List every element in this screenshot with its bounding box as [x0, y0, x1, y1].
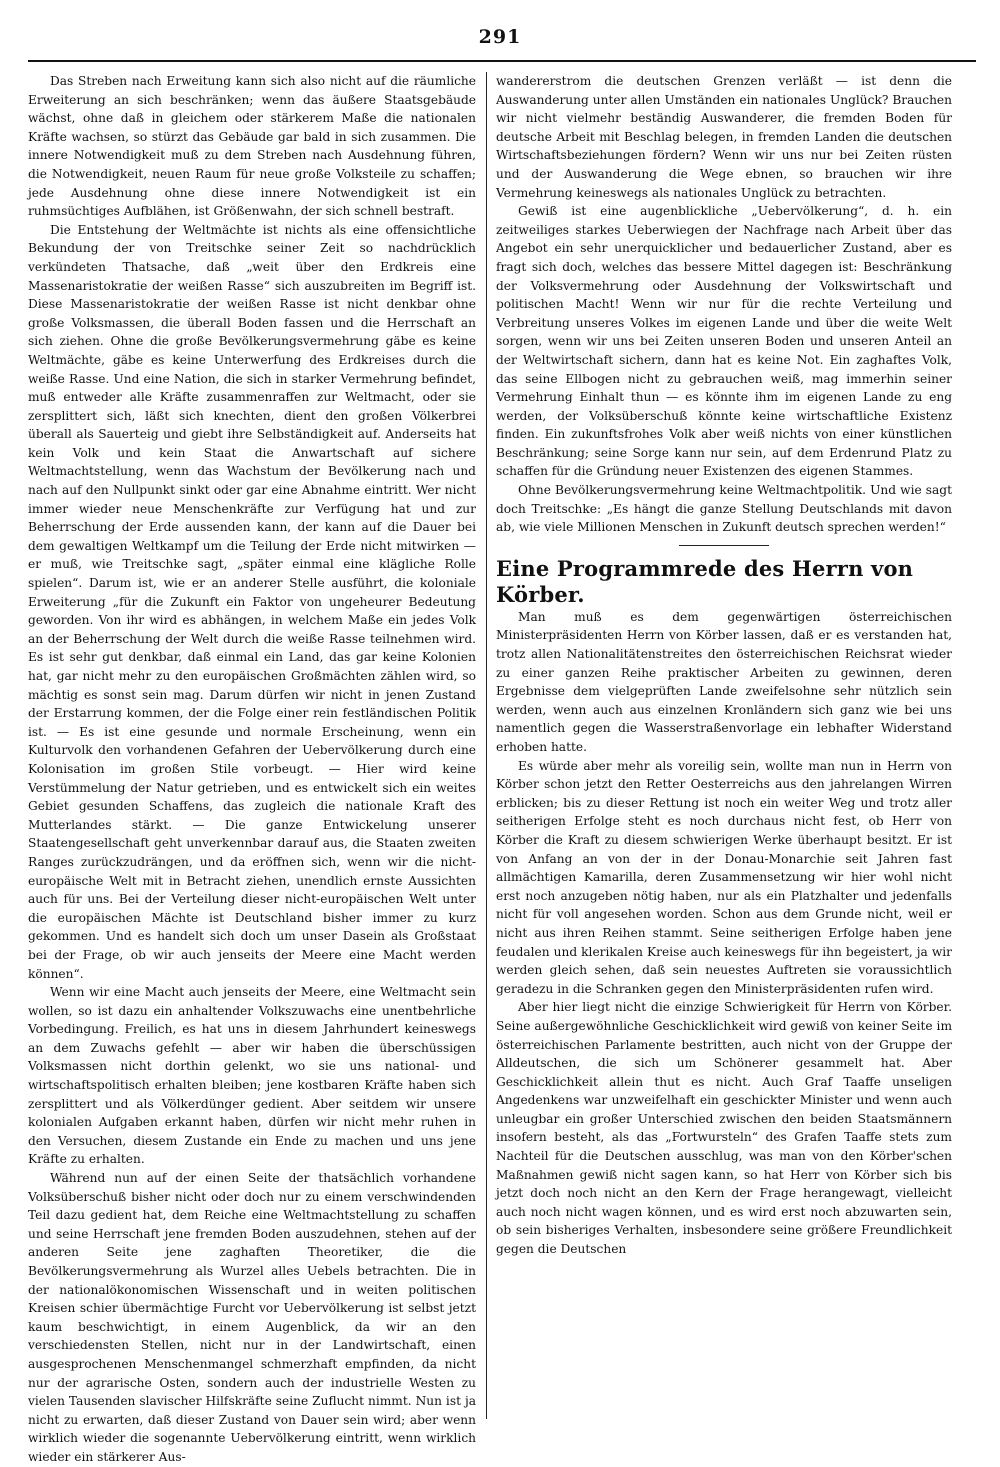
column-divider	[486, 72, 487, 1419]
article-separator	[679, 545, 769, 546]
right-column	[496, 72, 952, 1419]
left-column	[28, 72, 476, 1464]
continued-paragraph: wandererstrom die deutschen Grenzen verläßt — ist denn die Auswanderung unter allen Umständen ein nationales Unglück? Brauchen wir nicht vielmehr beständig Auswanderer, die fremden Boden für deutsche Arbeit mit Beschlag belegen, in fremden Landen die deutschen Wirtschaftsbeziehungen fördern? Wenn wir uns nur bei Zeiten rüsten und der Auswanderung die Wege ebnen, so brauchen wir ihre Vermehrung keineswegs als nationales Unglück zu betrachten.	[496, 74, 952, 200]
paragraph: Das Streben nach Erweitung kann sich also nicht auf die räumliche Erweiterung an sich beschränken; wenn das äußere Staatsgebäude wächst, ohne daß in gleichem oder stärkerem Maße die nationalen Kräfte wachsen, so stürzt das Gebäude gar bald in sich zusammen. Die innere Notwendigkeit muß zu dem Streben nach Ausdehnung führen, die Notwendigkeit, neuen Raum für neue große Volksteile zu schaffen; jede Ausdehnung ohne diese innere Notwendigkeit ist ein ruhmsüchtiges Aufblähen, ist Größenwahn, der sich schnell bestraft.	[28, 74, 476, 219]
paragraph: Man muß es dem gegenwärtigen österreichischen Ministerpräsidenten Herrn von Körber lassen, daß er es verstanden hat, trotz allen Nationalitätenstreites den österreichischen Reichsrat wieder zu einer ganzen Reihe praktischer Arbeiten zu gewinnen, deren Ergebnisse dem vielgeprüften Lande zweifelsohne sehr nützlich sein werden, wenn auch aus einzelnen Kronländern sich ganz wie bei uns namentlich gegen die Wasserstraßenvorlage ein lebhafter Widerstand erhoben hatte.	[496, 609, 952, 754]
paragraph: Es würde aber mehr als voreilig sein, wollte man nun in Herrn von Körber schon jetzt den Retter Oesterreichs aus den jahrelangen Wirren erblicken; bis zu dieser Rettung ist noch ein weiter Weg und trotz aller seitherigen Erfolge steht es noch durchaus nicht fest, ob Herr von Körber die Kraft zu diesem schwierigen Werke überhaupt besitzt. Er ist von Anfang an von der in der Donau-Monarchie seit Jahren fast allmächtigen Kamarilla, deren Zusammensetzung wir hier wohl nicht erst noch anzugeben nötig haben, nur als ein Platzhalter und jedenfalls nicht für voll angesehen worden. Schon aus dem Grunde nicht, weil er nicht aus ihren Reihen stammt. Seine seitherigen Erfolge haben jene feudalen und klerikalen Kreise auch keineswegs für ihn begeistert, ja wir werden gleich sehen, daß sein neuestes Auftreten sie voraussichtlich geradezu in die Schranken gegen den Ministerpräsidenten rufen wird.	[496, 758, 952, 996]
article-heading: Eine Programmrede des Herrn von Körber.	[496, 555, 914, 607]
paragraph: Wenn wir eine Macht auch jenseits der Meere, eine Weltmacht sein wollen, so ist dazu ein anhaltender Volkszuwachs eine unentbehrliche Vorbedingung. Freilich, es hat uns in diesem Jahrhundert keineswegs an dem Zuwachs gefehlt — aber wir haben die überschüssigen Volksmassen nicht dorthin gelenkt, wo sie uns national- und wirtschaftspolitisch erhalten bleiben; jene kostbaren Kräfte haben sich zersplittert und als Völkerdünger gedient. Aber seitdem wir unsere kolonialen Aufgaben erkannt haben, dürfen wir nicht mehr ruhen in den Versuchen, diesem Zustande ein Ende zu machen und uns jene Kräfte zu erhalten.	[28, 985, 476, 1167]
paragraph: Aber hier liegt nicht die einzige Schwierigkeit für Herrn von Körber. Seine außergewöhnliche Geschicklichkeit wird gewiß von keiner Seite im österreichischen Parlamente bestritten, auch nicht von der Gruppe der Alldeutschen, die sich um Schönerer gesammelt hat. Aber Geschicklichkeit allein thut es nicht. Auch Graf Taaffe unseligen Angedenkens war unzweifelhaft ein geschickter Minister und wenn auch unleugbar ein großer Unterschied zwischen den beiden Staatsmännern insofern besteht, als das „Fortwursteln“ des Grafen Taaffe stets zum Nachteil für die Deutschen ausschlug, was man von den Körber'schen Maßnahmen gewiß nicht sagen kann, so hat Herr von Körber sich bis jetzt doch noch nicht an den Kern der Frage herangewagt, vielleicht auch noch nicht wagen können, und es wird erst noch abzuwarten sein, ob sein bisheriges Verhalten, insbesondere seine größere Freundlichkeit gegen die Deutschen	[496, 1000, 952, 1257]
paragraph: Die Entstehung der Weltmächte ist nichts als eine offensichtliche Bekundung der von Treitschke seiner Zeit so nachdrücklich verkündeten Thatsache, daß „weit über den Erdkreis eine Massenaristokratie der weißen Rasse“ sich auszubreiten im Begriff ist. Diese Massenaristokratie der weißen Rasse ist nicht denkbar ohne große Volksmassen, die überall Boden fassen und die Herrschaft an sich ziehen. Ohne die große Bevölkerungsvermehrung gäbe es keine Weltmächte, gäbe es keine Unterwerfung des Erdkreises durch die weiße Rasse. Und eine Nation, die sich in starker Vermehrung befindet, muß entweder alle Kräfte zusammenraffen zur Weltmacht, oder sie zersplittert sich, läßt sich knechten, dient den großen Völkerbrei überall als Sauerteig und giebt ihre Selbständigkeit auf. Anderseits hat kein Volk und kein Staat die Anwartschaft auf sichere Weltmachtstellung, wenn das Wachstum der Bevölkerung nach und nach auf den Nullpunkt sinkt oder gar eine Abnahme eintritt. Wer nicht immer wieder neue Menschenkräfte zur Verfügung hat und zur Beherrschung der Erde aussenden kann, der kann auf die Dauer bei dem gewaltigen Weltkampf um die Teilung der Erde nicht mitwirken — er muß, wie Treitschke sagt, „später einmal eine klägliche Rolle spielen“. Darum ist, wie er an anderer Stelle ausführt, die koloniale Erweiterung „für die Zukunft ein Faktor von ungeheurer Bedeutung geworden. Von ihr wird es abhängen, in welchem Maße ein jedes Volk an der Beherrschung der Welt durch die weiße Rasse teilnehmen wird. Es ist sehr gut denkbar, daß einmal ein Land, das gar keine Kolonien hat, gar nicht mehr zu den europäischen Großmächten zählen wird, so mächtig es sonst sein mag. Darum dürfen wir nicht in jenen Zustand der Erstarrung kommen, der die Folge einer rein festländischen Politik ist. — Es ist eine gesunde und normale Erscheinung, wenn ein Kulturvolk den vorhandenen Gefahren der Uebervölkerung durch eine Kolonisation im großen Stile vorbeugt. — Hier wird keine Verstümmelung der Natur getrieben, und es entwickelt sich ein weites Gebiet gesunden Schaffens, das zugleich die nationale Kraft des Mutterlandes stärkt. — Die ganze Entwickelung unserer Staatengesellschaft geht unverkennbar darauf aus, die Staaten zweiten Ranges zurückzudrängen, und da eröffnen sich, wenn wir die nicht-europäische Welt mit in Betracht ziehen, unendlich ernste Aussichten auch für uns. Bei der Verteilung dieser nicht-europäischen Welt unter die europäischen Mächte ist Deutschland bisher immer zu kurz gekommen. Und es handelt sich doch um unser Dasein als Großstaat bei der Frage, ob wir auch jenseits der Meere eine Macht werden können“.	[28, 222, 476, 981]
page-number: 291	[478, 26, 522, 48]
paragraph: Gewiß ist eine augenblickliche „Uebervölkerung“, d. h. ein zeitweiliges starkes Ueberwiegen der Nachfrage nach Arbeit über das Angebot ein sehr unerquicklicher und bedauerlicher Zustand, aber es fragt sich doch, welches das bessere Mittel dagegen ist: Beschränkung der Volksvermehrung oder Ausdehnung der Volkswirtschaft und politischen Macht! Wenn wir nur für die rechte Verteilung und Verbreitung unseres Volkes im eigenen Lande und über die weite Welt sorgen, wenn wir uns bei Zeiten unseren Boden und unseren Anteil an der Weltwirtschaft sichern, dann hat es keine Not. Ein zaghaftes Volk, das seine Ellbogen nicht zu gebrauchen weiß, mag immerhin seiner Vermehrung Einhalt thun — es könnte ihm im eigenen Lande zu eng werden, der Volksüberschuß könnte keine wirtschaftliche Existenz finden. Ein zukunftsfrohes Volk aber weiß nichts von einer künstlichen Beschränkung; seine Sorge kann nur sein, auf dem Erdenrund Platz zu schaffen für die Gründung neuer Existenzen des eigenen Stammes.	[496, 204, 952, 479]
paragraph: Während nun auf der einen Seite der thatsächlich vorhandene Volksüberschuß bisher nicht oder doch nur zu einem verschwindenden Teil dazu gedient hat, dem Reiche eine Weltmachtstellung zu schaffen und seine Herrschaft jene fremden Boden auszudehnen, stehen auf der anderen Seite jene zaghaften Theoretiker, die die Bevölkerungsvermehrung als Wurzel alles Uebels betrachten. Die in der nationalökonomischen Wissenschaft und in weiten politischen Kreisen schier übermächtige Furcht vor Uebervölkerung ist selbst jetzt kaum beschwichtigt, in einem Augenblick, da wir an den verschiedensten Stellen, nicht nur in der Landwirtschaft, einen ausgesprochenen Menschenmangel schmerzhaft empfinden, da nicht nur der agrarische Osten, sondern auch der industrielle Westen zu vielen Tausenden slavischer Hilfskräfte seine Zuflucht nimmt. Nun ist ja nicht zu erwarten, daß dieser Zustand von Dauer sein wird; aber wenn wirklich wieder die sogenannte Uebervölkerung eintritt, wenn wirklich wieder ein stärkerer Aus-	[28, 1171, 476, 1464]
header-rule	[28, 60, 976, 62]
paragraph: Ohne Bevölkerungsvermehrung keine Weltmachtpolitik. Und wie sagt doch Treitschke: „Es hängt die ganze Stellung Deutschlands mit davon ab, wie viele Millionen Menschen in Zukunft deutsch sprechen werden!“	[496, 483, 952, 535]
